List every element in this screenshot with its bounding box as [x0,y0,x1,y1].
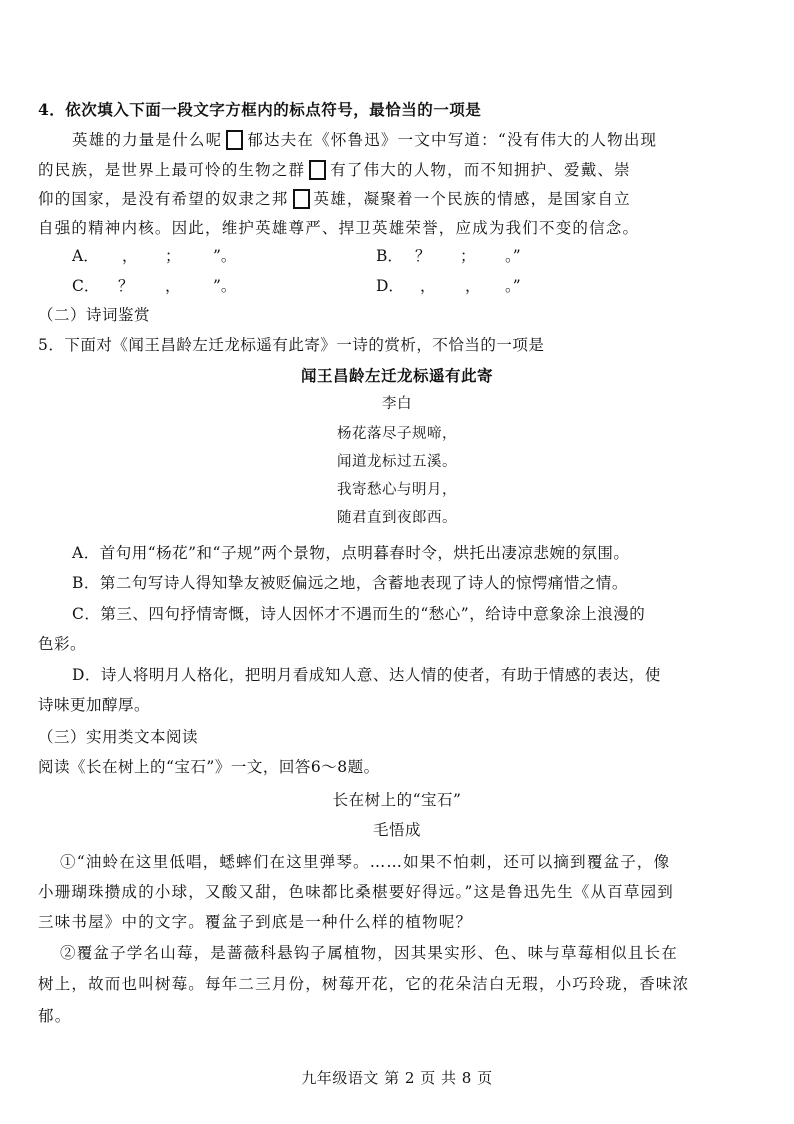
q5-option-c-line-2: 色彩。 [38,635,87,653]
poem-line-1: 杨花落尽子规啼， [337,426,457,442]
poem-title: 闻王昌龄左迁龙标遥有此寄 [300,366,493,385]
option-mark: ； [165,247,181,265]
option-mark: ？ [415,247,431,265]
option-mark: ， [465,277,481,295]
option-mark: ， [122,247,138,265]
article-paragraph-1-line-2: 小珊瑚珠攒成的小球，又酸又甜，色味都比桑椹要好得远。”这是鲁迅先生《从百草园到 [38,883,674,901]
q5-stem: 5．下面对《闻王昌龄左迁龙标遥有此寄》一诗的赏析，不恰当的一项是 [38,336,545,354]
option-mark: ； [460,247,476,265]
option-mark: 。” [505,247,521,265]
q4-passage-line-2 [38,160,631,180]
option-mark: ， [420,277,436,295]
q5-option-d-line-1: D．诗人将明月人格化，把明月看成知人意、达人情的使者，有助于情感的表达，使 [72,666,661,684]
q4-passage-text: 英雄的力量是什么呢 [72,131,223,149]
q4-passage-text: 仰的国家，是没有希望的奴隶之邦 [38,190,289,208]
option-label: C． [72,277,100,295]
option-mark: ”。 [213,277,237,295]
q4-passage-text: 英雄，凝聚着一个民族的情感，是国家自立 [313,190,631,208]
poem-line-3: 我寄愁心与明月， [337,482,457,498]
article-paragraph-1-line-3: 三味书屋》中的文字。覆盆子到底是一种什么样的植物呢？ [38,913,473,931]
blank-box-3 [293,189,310,209]
q5-option-d-line-2: 诗味更加醇厚。 [38,696,151,714]
article-paragraph-1-line-1: ①“油蛉在这里低唱，蟋蟀们在这里弹琴。……如果不怕刺，还可以摘到覆盆子，像 [60,853,671,871]
q5-option-b: B．第二句写诗人得知挚友被贬偏远之地，含蓄地表现了诗人的惊愕痛惜之情。 [72,574,628,592]
q4-passage-text: 的民族，是世界上最可怜的生物之群 [38,161,306,179]
q4-passage-line-4: 自强的精神内核。因此，维护英雄尊严、捍卫英雄荣誉，应成为我们不变的信念。 [38,219,640,237]
q4-passage-text: 郁达夫在《怀鲁迅》一文中写道：“没有伟大的人物出现 [247,131,658,149]
option-label: D． [376,277,404,295]
article-paragraph-2-line-2: 树上，故而也叫树莓。每年二三月份，树莓开花，它的花朵洁白无瑕，小巧玲珑，香味浓 [38,975,690,993]
option-mark: ， [165,277,181,295]
q4-passage-text: 有了伟大的人物，而不知拥护、爱戴、崇 [330,161,631,179]
q4-passage-line-3 [38,189,631,209]
article-author: 毛悟成 [372,821,421,839]
article-paragraph-2-line-3: 郁。 [38,1007,72,1025]
blank-box-2 [309,160,326,180]
option-mark: ？ [118,277,134,295]
article-title: 长在树上的“宝石” [332,791,462,809]
q5-option-a: A．首句用“杨花”和“子规”两个景物，点明暮春时令，烘托出凄凉悲婉的氛围。 [72,544,630,562]
poem-author: 李白 [382,396,412,412]
option-mark: 。” [505,277,521,295]
q5-option-c-line-1: C．第三、四句抒情寄慨，诗人因怀才不遇而生的“愁心”，给诗中意象涂上浪漫的 [72,605,646,623]
option-mark: ”。 [213,247,237,265]
q4-stem: 4．依次填入下面一段文字方框内的标点符号，最恰当的一项是 [38,100,482,119]
poem-line-4: 随君直到夜郎西。 [337,510,457,526]
section-heading-practical-text: （三）实用类文本阅读 [38,728,199,746]
option-label: A． [72,247,99,265]
section-heading-poetry: （二）诗词鉴赏 [38,306,151,324]
page-footer: 九年级语文 第 2 页 共 8 页 [301,1069,493,1087]
blank-box-1 [226,130,243,150]
reading-instruction: 阅读《长在树上的“宝石”》一文，回答6～8题。 [38,758,380,776]
poem-line-2: 闻道龙标过五溪。 [337,454,457,470]
article-paragraph-2-line-1: ②覆盆子学名山莓，是蔷薇科悬钩子属植物，因其果实形、色、味与草莓相似且长在 [60,944,678,962]
q4-passage-line-1 [72,130,657,150]
option-label: B． [376,247,403,265]
